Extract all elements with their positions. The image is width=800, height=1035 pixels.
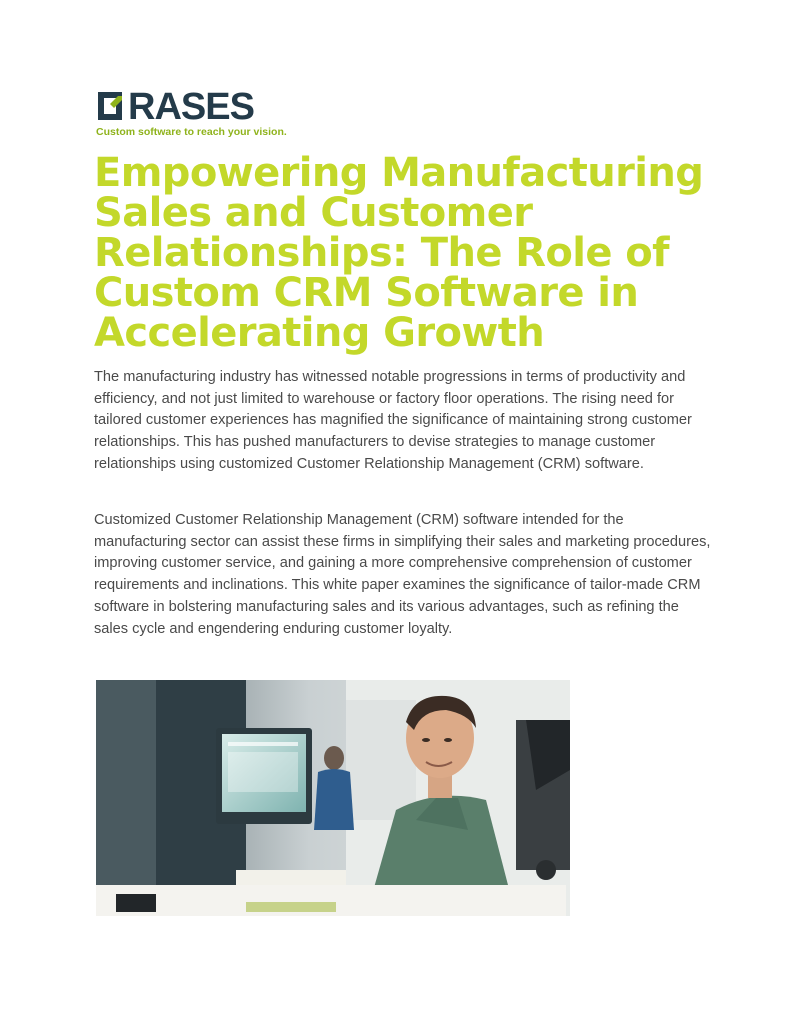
body-paragraph: Customized Customer Relationship Management (CRM) software intended for the manufacturing sector can assist these firms in simplifying their sales and marketing procedures, improving customer service, and gaining a more comprehensive comprehension of customer requirements and inclinations. This white paper examines the significance of tailor-made CRM software in bolstering manufacturing sales and its various advantages, such as refining the sales cycle and engendering enduring customer loyalty. bbox=[94, 512, 711, 637]
company-logo bbox=[96, 88, 296, 138]
logo-wordmark: RASES bbox=[128, 86, 254, 128]
photo-illustration bbox=[96, 680, 570, 916]
logo-tagline: Custom software to reach your vision. bbox=[96, 126, 287, 138]
logo-mark-icon bbox=[96, 90, 124, 122]
page-title: Empowering Manufacturing Sales and Customer Relationships: The Role of Custom CRM Software in Accelerating Growth bbox=[94, 150, 704, 356]
intro-paragraph: The manufacturing industry has witnessed notable progressions in terms of productivity and efficiency, and not just limited to warehouse or factory floor operations. The rising need for tailored customer experiences has magnified the significance of maintaining strong customer relationships. This has pushed manufacturers to devise strategies to manage customer relationships using customized Customer Relationship Management (CRM) software. bbox=[94, 369, 692, 472]
office-worker-photo bbox=[96, 680, 570, 916]
